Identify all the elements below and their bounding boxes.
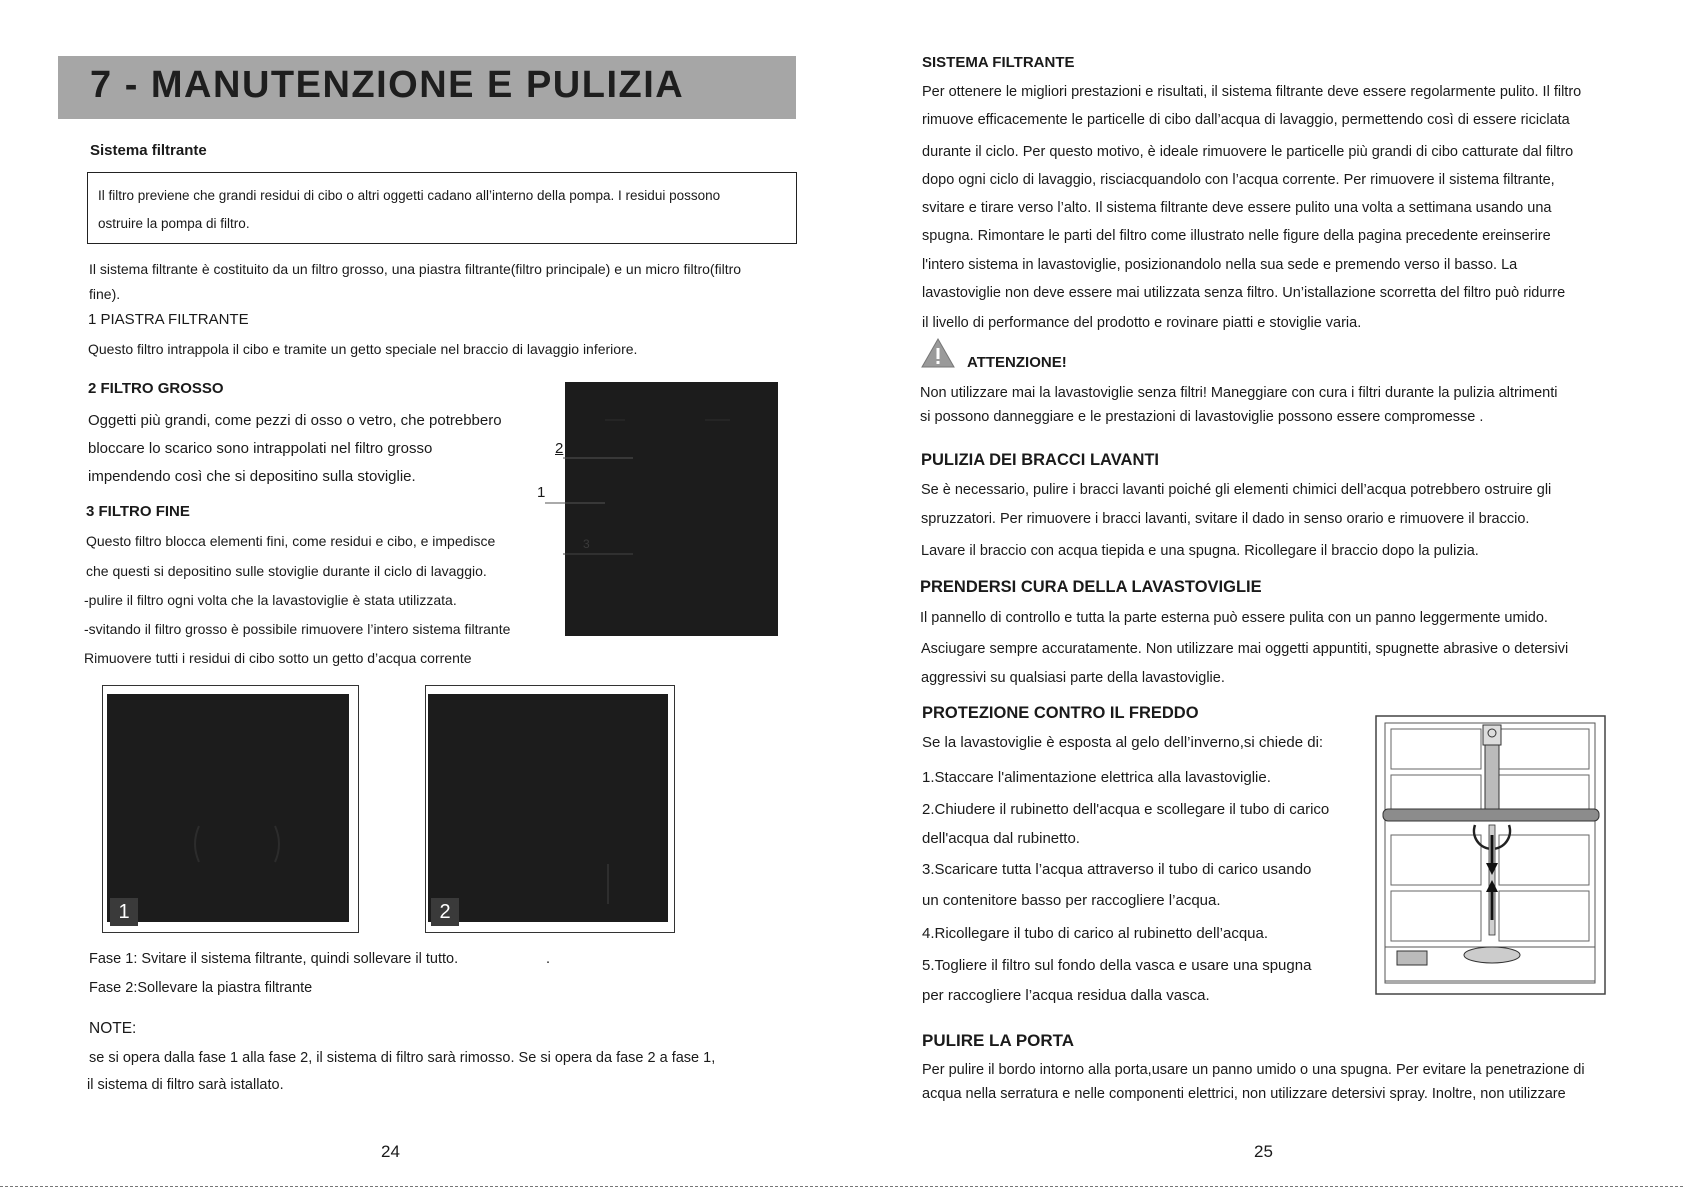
piastra-heading: 1 PIASTRA FILTRANTE xyxy=(88,311,249,328)
attenzione-text: si possono danneggiare e le prestazioni di lavastoviglie possono essere compromesse . xyxy=(920,409,1484,425)
filtro-fine-text: -svitando il filtro grosso è possibile rimuovere l’intero sistema filtrante xyxy=(84,621,511,637)
cura-heading: PRENDERSI CURA DELLA LAVASTOVIGLIE xyxy=(920,578,1262,596)
spray-arm-illustration xyxy=(1375,715,1607,995)
filtro-grosso-heading: 2 FILTRO GROSSO xyxy=(88,380,224,397)
freddo-line: 2.Chiudere il rubinetto dell'acqua e scollegare il tubo di carico xyxy=(922,801,1330,818)
filtro-grosso-text: Oggetti più grandi, come pezzi di osso o vetro, che potrebbero xyxy=(88,412,502,429)
callout-2: 2 xyxy=(555,440,564,457)
figure-1-marks xyxy=(107,694,349,922)
figure-1-frame xyxy=(102,685,359,933)
warning-icon xyxy=(920,337,956,369)
freddo-line: 3.Scaricare tutta l’acqua attraverso il tubo di carico usando xyxy=(922,861,1312,878)
paragraph-line: rimuove efficacemente le particelle di cibo dall’acqua di lavaggio, permettendo così di essere riciclata xyxy=(922,112,1570,128)
note-text: il sistema di filtro sarà istallato. xyxy=(87,1077,284,1093)
chapter-title: 7 - MANUTENZIONE E PULIZIA xyxy=(90,64,685,106)
figure-1-badge: 1 xyxy=(110,898,138,926)
attenzione-heading: ATTENZIONE! xyxy=(967,354,1067,371)
porta-heading: PULIRE LA PORTA xyxy=(922,1031,1075,1050)
info-box-line: Il filtro previene che grandi residui di cibo o altri oggetti cadano all’interno della pompa. I residui possono xyxy=(98,188,721,203)
figure-2-marks xyxy=(428,694,668,922)
page-number-left: 24 xyxy=(381,1142,400,1161)
paragraph-line: lavastoviglie non deve essere mai utilizzata senza filtro. Un’istallazione scorretta del filtro può ridurre xyxy=(922,285,1566,301)
filtro-fine-text: Rimuovere tutti i residui di cibo sotto un getto d’acqua corrente xyxy=(84,650,472,666)
piastra-text: Questo filtro intrappola il cibo e tramite un getto speciale nel braccio di lavaggio inferiore. xyxy=(88,341,638,357)
filtro-fine-text: che questi si depositino sulle stoviglie durante il ciclo di lavaggio. xyxy=(86,563,487,579)
porta-text: Per pulire il bordo intorno alla porta,usare un panno umido o una spugna. Per evitare la penetrazione di xyxy=(922,1062,1585,1078)
paragraph-line: l'intero sistema in lavastoviglie, posizionandolo nella sua sede e premendo verso il basso. La xyxy=(922,257,1518,273)
attenzione-text: Non utilizzare mai la lavastoviglie senza filtri! Maneggiare con cura i filtri durante la pulizia altrimenti xyxy=(920,385,1558,401)
freddo-line: un contenitore basso per raccogliere l’acqua. xyxy=(922,892,1221,909)
freddo-line: dell'acqua dal rubinetto. xyxy=(922,830,1080,847)
note-text: se si opera dalla fase 1 alla fase 2, il sistema di filtro sarà rimosso. Se si opera da fase 2 a fase 1, xyxy=(89,1050,716,1066)
figure-2-photo xyxy=(428,694,668,922)
callout-3: 3 xyxy=(583,537,590,551)
note-heading: NOTE: xyxy=(89,1020,137,1037)
cura-text: Asciugare sempre accuratamente. Non utilizzare mai oggetti appuntiti, spugnette abrasive o detersivi xyxy=(921,641,1569,657)
freddo-line: per raccogliere l’acqua residua dalla vasca. xyxy=(922,987,1210,1004)
figure-2-badge: 2 xyxy=(431,898,459,926)
fase-1-dot: . xyxy=(546,951,551,967)
sistema-filtrante-heading-right: SISTEMA FILTRANTE xyxy=(922,54,1075,71)
filtro-fine-text: -pulire il filtro ogni volta che la lavastoviglie è stata utilizzata. xyxy=(84,592,457,608)
intro-text: fine). xyxy=(89,286,121,302)
paragraph-line: svitare e tirare verso l’alto. Il sistema filtrante deve essere pulito una volta a settimana usando una xyxy=(922,200,1552,216)
paragraph-line: il livello di performance del prodotto e rovinare piatti e stoviglie varia. xyxy=(922,315,1362,331)
fase-1-caption: Fase 1: Svitare il sistema filtrante, quindi sollevare il tutto. xyxy=(89,951,459,967)
porta-text: acqua nella serratura e nelle componenti elettrici, non utilizzare detersivi spray. Inoltre, non utilizzare xyxy=(922,1086,1566,1102)
bracci-heading: PULIZIA DEI BRACCI LAVANTI xyxy=(921,451,1160,469)
paragraph-line: durante il ciclo. Per questo motivo, è ideale rimuovere le particelle più grandi di cibo catturate dal filtro xyxy=(922,144,1574,160)
freddo-line: Se la lavastoviglie è esposta al gelo dell’inverno,si chiede di: xyxy=(922,734,1324,751)
fase-2-caption: Fase 2:Sollevare la piastra filtrante xyxy=(89,980,313,996)
freddo-line: 1.Staccare l'alimentazione elettrica alla lavastoviglie. xyxy=(922,769,1271,786)
callout-lines xyxy=(545,450,635,560)
freddo-line: 5.Togliere il filtro sul fondo della vasca e usare una spugna xyxy=(922,957,1312,974)
cura-text: Il pannello di controllo e tutta la parte esterna può essere pulita con un panno leggermente umido. xyxy=(920,610,1548,626)
intro-text: Il sistema filtrante è costituito da un filtro grosso, una piastra filtrante(filtro principale) e un micro filtro(filtro xyxy=(89,261,742,277)
callout-1: 1 xyxy=(537,484,546,501)
figure-2-frame xyxy=(425,685,675,933)
figure-1-photo xyxy=(107,694,349,922)
paragraph-line: spugna. Rimontare le parti del filtro come illustrato nelle figure della pagina precedente ereinserire xyxy=(922,228,1551,244)
filtro-grosso-text: impendendo così che si depositino sulla stoviglie. xyxy=(88,468,416,485)
filtro-grosso-text: bloccare lo scarico sono intrappolati nel filtro grosso xyxy=(88,440,433,457)
filtro-fine-heading: 3 FILTRO FINE xyxy=(86,503,190,520)
cura-text: aggressivi su qualsiasi parte della lavastoviglie. xyxy=(921,670,1225,686)
info-box-line: ostruire la pompa di filtro. xyxy=(98,216,250,231)
page-number-right: 25 xyxy=(1254,1142,1273,1161)
sistema-filtrante-heading: Sistema filtrante xyxy=(90,142,207,159)
info-box xyxy=(87,172,797,244)
bracci-text: Lavare il braccio con acqua tiepida e una spugna. Ricollegare il braccio dopo la pulizia. xyxy=(921,543,1479,559)
paragraph-line: Per ottenere le migliori prestazioni e risultati, il sistema filtrante deve essere regolarmente pulito. Il filtro xyxy=(922,84,1582,100)
paragraph-line: dopo ogni ciclo di lavaggio, risciacquandolo con l’acqua corrente. Per rimuovere il sistema filtrante, xyxy=(922,172,1555,188)
filtro-fine-text: Questo filtro blocca elementi fini, come residui e cibo, e impedisce xyxy=(86,533,496,549)
bracci-text: Se è necessario, pulire i bracci lavanti poiché gli elementi chimici dell’acqua potrebbero ostruire gli xyxy=(921,482,1552,498)
page-bottom-rule xyxy=(0,1186,1683,1187)
bracci-text: spruzzatori. Per rimuovere i bracci lavanti, svitare il dado in senso orario e rimuovere il braccio. xyxy=(921,511,1530,527)
freddo-heading: PROTEZIONE CONTRO IL FREDDO xyxy=(922,704,1199,722)
chapter-title-bar xyxy=(58,56,796,119)
freddo-line: 4.Ricollegare il tubo di carico al rubinetto dell’acqua. xyxy=(922,925,1269,942)
